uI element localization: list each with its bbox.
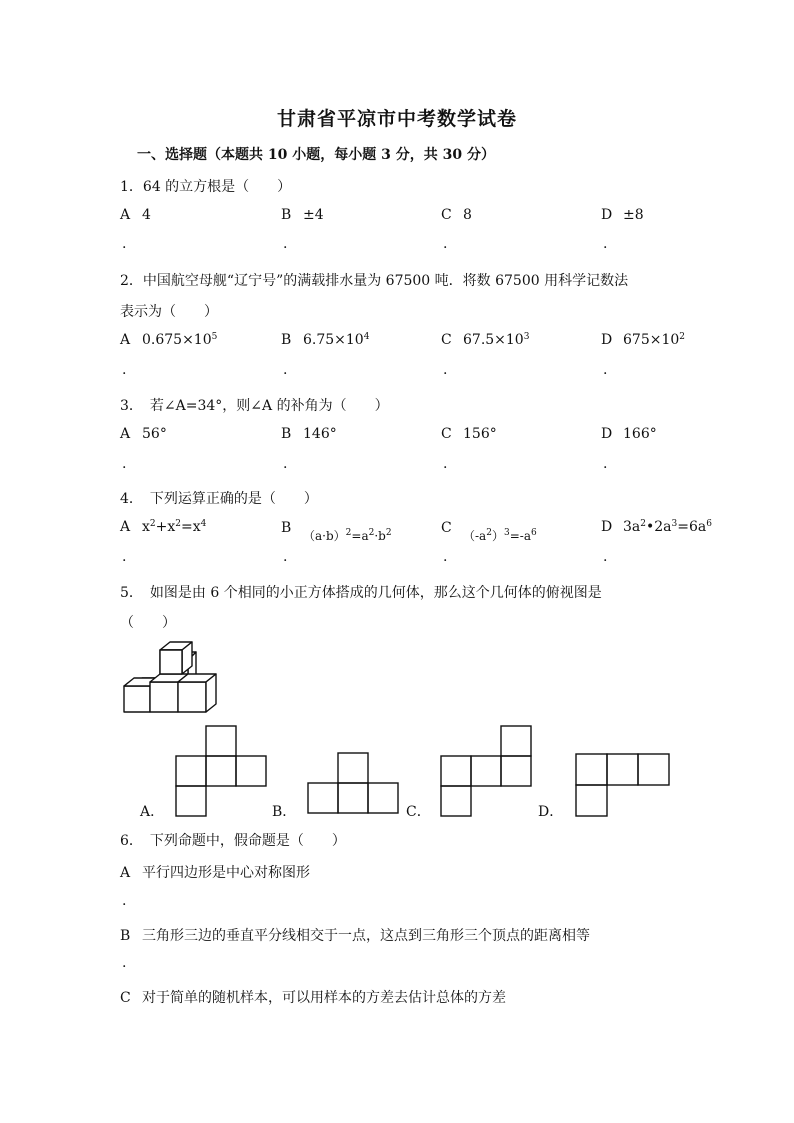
q3-option-b[interactable]: B 146° xyxy=(281,426,337,442)
q3-option-d[interactable]: D 166° xyxy=(601,426,657,442)
q4-option-a[interactable]: A $x^2+x^2=x^4$ xyxy=(120,519,207,535)
dot: . xyxy=(122,362,127,378)
dot: . xyxy=(603,236,608,252)
dot: . xyxy=(122,236,127,252)
dot: . xyxy=(122,893,127,909)
page-title: 甘肃省平凉市中考数学试卷 xyxy=(276,108,517,130)
top-view-option-c-figure[interactable] xyxy=(441,726,531,816)
q1-option-d[interactable]: D ±8 xyxy=(601,207,644,223)
dot: . xyxy=(603,549,608,565)
top-view-option-d-figure[interactable] xyxy=(576,754,670,816)
section-heading: 一、选择题（本题共 10 小题，每小题 3 分，共 30 分） xyxy=(137,147,495,163)
dot: . xyxy=(443,549,448,565)
q3-stem: 3． 若∠A=34°，则∠A 的补角为（ ） xyxy=(120,398,389,414)
q6-option-a[interactable]: A 平行四边形是中心对称图形 xyxy=(120,865,310,881)
dot: . xyxy=(283,456,288,472)
q4-option-c[interactable]: C $(-a^2)^3=-a^6$ xyxy=(441,520,537,543)
dot: . xyxy=(283,549,288,565)
q3-option-a[interactable]: A 56° xyxy=(120,426,167,442)
q5-stem-line2: （ ） xyxy=(120,615,176,631)
q2-option-d[interactable]: D $675\times 10^2$ xyxy=(601,332,686,348)
q3-option-c[interactable]: C 156° xyxy=(441,426,497,442)
option-c-label: C． xyxy=(406,804,431,820)
q1-option-a[interactable]: A 4 xyxy=(120,207,151,223)
option-a-label: A． xyxy=(140,804,165,820)
q5-stem-line1: 5． 如图是由 6 个相同的小正方体搭成的几何体，那么这个几何体的俯视图是 xyxy=(120,585,602,601)
q6-option-c[interactable]: C 对于简单的随机样本，可以用样本的方差去估计总体的方差 xyxy=(120,990,506,1006)
q2-option-c[interactable]: C $67.5\times 10^3$ xyxy=(441,332,530,348)
dot: . xyxy=(122,456,127,472)
q1-option-b[interactable]: B ±4 xyxy=(281,207,324,223)
dot: . xyxy=(283,362,288,378)
q2-option-b[interactable]: B $6.75\times 10^4$ xyxy=(281,332,370,348)
q2-stem-line2: 表示为（ ） xyxy=(120,304,218,320)
option-b-label: B． xyxy=(272,804,297,820)
dot: . xyxy=(283,236,288,252)
dot: . xyxy=(603,362,608,378)
dot: . xyxy=(122,549,127,565)
q1-stem: 1．64 的立方根是（ ） xyxy=(120,179,292,195)
dot: . xyxy=(122,955,127,971)
q1-option-c[interactable]: C 8 xyxy=(441,207,472,223)
q4-stem: 4． 下列运算正确的是（ ） xyxy=(120,491,318,507)
dot: . xyxy=(443,362,448,378)
q2-option-a[interactable]: A $0.675\times 10^5$ xyxy=(120,332,218,348)
option-d-label: D． xyxy=(538,804,564,820)
dot: . xyxy=(603,456,608,472)
cube-solid-figure xyxy=(120,640,220,716)
q4-option-d[interactable]: D $3a^2•2a^3=6a^6$ xyxy=(601,519,712,535)
q4-option-b[interactable]: B $(a\cdot b)^2=a^2\cdot b^2$ xyxy=(281,520,392,543)
q6-stem: 6． 下列命题中，假命题是（ ） xyxy=(120,833,346,849)
q6-option-b[interactable]: B 三角形三边的垂直平分线相交于一点，这点到三角形三个顶点的距离相等 xyxy=(120,928,590,944)
top-view-option-b-figure[interactable] xyxy=(308,753,398,813)
dot: . xyxy=(443,456,448,472)
dot: . xyxy=(443,236,448,252)
top-view-option-a-figure[interactable] xyxy=(176,726,266,816)
q2-stem-line1: 2．中国航空母舰“辽宁号”的满载排水量为 67500 吨．将数 67500 用科学记数法 xyxy=(120,273,629,289)
